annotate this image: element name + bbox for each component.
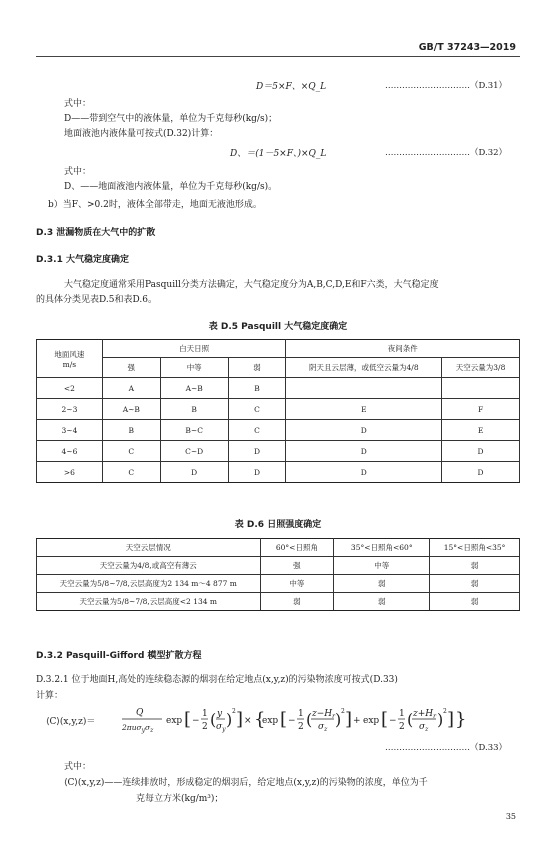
table-cell: F (442, 399, 520, 420)
table-cell (286, 378, 442, 399)
table-cell: 强 (260, 557, 334, 575)
table-d6-header: 60°<日照角 (260, 539, 334, 557)
table-cell: A~B (102, 399, 160, 420)
table-d5-subheader: 中等 (160, 358, 228, 378)
svg-text:}: } (455, 709, 467, 730)
table-cell: 中等 (260, 575, 334, 593)
table-cell: 2~3 (37, 399, 103, 420)
paragraph-d321-line1: D.3.2.1 位于地面H,高处的连续稳态源的烟羽在给定地点(x,y,z)的污染物浓度可按式(D.33) (36, 675, 398, 685)
table-d5 (36, 339, 520, 483)
svg-text:2: 2 (341, 708, 345, 715)
svg-text:]: ] (447, 709, 455, 730)
table-row (37, 378, 520, 399)
table-cell: <2 (37, 378, 103, 399)
table-d5-night-header: 夜间条件 (286, 340, 520, 358)
equation-d31-number: …………………………（D.31） (385, 81, 508, 91)
svg-text:exp: exp (363, 716, 380, 726)
svg-text:σz: $\sigma_z$ (318, 722, 328, 733)
equation-d33-lhs: ⟨C⟩(x,y,z)＝ (46, 717, 96, 727)
svg-text:+: + (353, 716, 361, 726)
table-row (37, 593, 520, 611)
table-cell: 弱 (334, 575, 430, 593)
table-cell: A (102, 378, 160, 399)
svg-text:(: ( (210, 710, 217, 729)
table-d6-caption: 表 D.6 日照强度确定 (234, 520, 322, 530)
table-cell: A~B (160, 378, 228, 399)
equation-d32: D、＝(1－5×F、)×Q_L (230, 149, 327, 159)
table-cell: >6 (37, 462, 103, 483)
paragraph-stability-line2: 的具体分类见表D.5和表D.6。 (36, 295, 157, 305)
table-cell: 弱 (260, 593, 334, 611)
svg-text:): ) (335, 710, 342, 729)
svg-text:2: 2 (399, 722, 405, 732)
table-row (37, 420, 520, 441)
svg-text:−: − (389, 716, 397, 726)
svg-text:σy: $\sigma_y$ (216, 722, 226, 733)
svg-text:[: [ (381, 709, 389, 730)
table-cell: D (442, 462, 520, 483)
table-d5-caption: 表 D.5 Pasquill 大气稳定度确定 (208, 322, 348, 332)
table-row (37, 462, 520, 483)
table-d6-header: 35°<日照角<60° (334, 539, 430, 557)
section-d32-heading: D.3.2 Pasquill-Gifford 模型扩散方程 (36, 651, 202, 661)
table-cell: 弱 (430, 557, 520, 575)
table-cell: 弱 (430, 575, 520, 593)
table-cell: 中等 (334, 557, 430, 575)
table-cell: E (286, 399, 442, 420)
equation-d33-number: …………………………（D.33） (385, 743, 508, 753)
table-cell: B~C (160, 420, 228, 441)
table-cell: 3~4 (37, 420, 103, 441)
table-cell: C (102, 441, 160, 462)
table-d5-wind-header: 地面风速 m/s (37, 340, 103, 378)
svg-text:1: 1 (399, 709, 405, 719)
section-d31-heading: D.3.1 大气稳定度确定 (36, 255, 129, 265)
svg-text:2: 2 (298, 722, 304, 732)
table-cell: B (228, 378, 286, 399)
equation-d32-intro: 地面液池内液体量可按式(D.32)计算： (64, 129, 219, 139)
table-cell: 天空云量为5/8~7/8,云层高度为2 134 m～4 877 m (37, 575, 261, 593)
svg-text:2: 2 (202, 722, 208, 732)
section-d3-heading: D.3 泄漏物质在大气中的扩散 (36, 228, 156, 238)
header-rule (36, 56, 520, 57)
table-cell: D (286, 441, 442, 462)
table-cell: D (286, 420, 442, 441)
svg-text:[: [ (280, 709, 288, 730)
svg-text:1: 1 (202, 709, 208, 719)
svg-text:z+Hr: $z+H_r$ (413, 709, 437, 720)
table-d5-day-header: 白天日照 (102, 340, 286, 358)
table-d6 (36, 538, 520, 611)
equation-d33-formula (120, 704, 520, 738)
definition-concentration-line1: ⟨C⟩(x,y,z)——连续排放时，形成稳定的烟羽后，给定地点(x,y,z)的污染物的浓度，单位为千 (64, 778, 428, 788)
table-cell: 天空云量为4/8,或高空有薄云 (37, 557, 261, 575)
table-cell: 弱 (430, 593, 520, 611)
table-cell: B (160, 399, 228, 420)
table-cell: D (286, 462, 442, 483)
definition-d: D——带到空气中的液体量，单位为千克每秒(kg/s)； (64, 114, 278, 124)
table-cell: 4~6 (37, 441, 103, 462)
svg-text:exp: exp (262, 716, 279, 726)
paragraph-stability-line1: 大气稳定度通常采用Pasquill分类方法确定，大气稳定度分为A,B,C,D,E和F六类，大气稳定度 (64, 280, 439, 290)
svg-text:): ) (226, 710, 233, 729)
svg-text:1: 1 (298, 709, 304, 719)
table-cell: C (102, 462, 160, 483)
svg-text:−: − (288, 716, 296, 726)
table-d5-subheader: 强 (102, 358, 160, 378)
table-cell: C (228, 420, 286, 441)
equation-d31: D＝5×F、×Q_L (256, 82, 327, 92)
svg-text:(: ( (306, 710, 313, 729)
table-cell: C (228, 399, 286, 420)
table-cell: B (102, 420, 160, 441)
svg-text:(: ( (407, 710, 414, 729)
table-d5-subheader: 天空云量为3/8 (442, 358, 520, 378)
table-cell: D (228, 462, 286, 483)
where-label-1: 式中： (64, 99, 92, 109)
table-cell (442, 378, 520, 399)
svg-text:×: × (244, 716, 252, 726)
table-row (37, 399, 520, 420)
table-d6-header: 15°<日照角<35° (430, 539, 520, 557)
table-d5-subheader: 弱 (228, 358, 286, 378)
svg-text:2πuσyσz: $2\pi u\sigma_y\sigma_z$ (122, 723, 154, 734)
where-label-2: 式中： (64, 167, 92, 177)
definition-concentration-line2: 克每立方米(kg/m³)； (136, 794, 224, 804)
table-cell: 弱 (334, 593, 430, 611)
page-number: 35 (505, 812, 516, 821)
table-cell: 天空云量为5/8~7/8,云层高度<2 134 m (37, 593, 261, 611)
svg-text:exp: exp (166, 716, 183, 726)
equation-d32-number: …………………………（D.32） (385, 148, 508, 158)
svg-text:): ) (437, 710, 444, 729)
table-d5-subheader: 阴天且云层薄，或低空云量为4/8 (286, 358, 442, 378)
svg-text:]: ] (345, 709, 353, 730)
svg-text:z−Hr: $z-H_r$ (312, 709, 336, 720)
svg-text:[: [ (184, 709, 192, 730)
paragraph-d321-line2: 计算： (36, 691, 64, 701)
definition-ds: D、——地面液池内液体量，单位为千克每秒(kg/s)。 (64, 182, 278, 192)
svg-text:{: { (254, 709, 266, 730)
table-cell: D (442, 441, 520, 462)
list-item-b: b）当F、>0.2时，液体全部带走，地面无液池形成。 (48, 200, 262, 210)
where-label-3: 式中： (64, 762, 92, 772)
standard-code: GB/T 37243—2019 (418, 42, 516, 53)
svg-text:2: 2 (443, 708, 447, 715)
equation-d33 (46, 704, 516, 738)
svg-text:2: 2 (232, 708, 236, 715)
table-cell: E (442, 420, 520, 441)
table-cell: D (160, 462, 228, 483)
table-row (37, 441, 520, 462)
table-cell: C~D (160, 441, 228, 462)
table-row (37, 575, 520, 593)
svg-text:Q: Q (136, 708, 144, 718)
svg-text:−: − (192, 716, 200, 726)
table-row (37, 557, 520, 575)
svg-text:]: ] (236, 709, 244, 730)
table-d6-header: 天空云层情况 (37, 539, 261, 557)
svg-text:y: y (217, 709, 223, 719)
svg-text:σz: $\sigma_z$ (419, 722, 429, 733)
table-cell: D (228, 441, 286, 462)
